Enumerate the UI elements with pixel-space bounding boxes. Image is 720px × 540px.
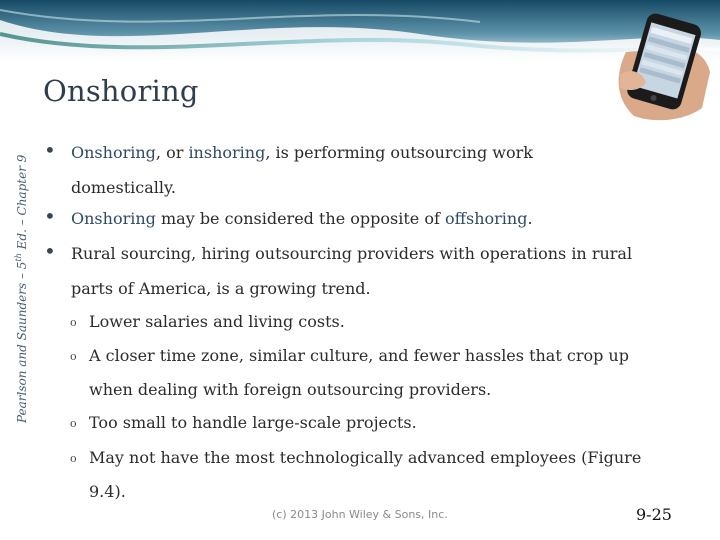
side-label-post: Ed. – Chapter 9	[15, 154, 29, 254]
bullet-text: .	[527, 209, 533, 228]
side-label-pre: Pearlson and Saunders – 5	[15, 261, 29, 423]
sub-bullet-text: when dealing with foreign outsourcing providers.	[89, 380, 492, 399]
bullet-line	[71, 135, 656, 170]
bullet-marker: •	[44, 239, 56, 263]
side-label-sup: th	[14, 253, 23, 262]
sub-bullet-marker: o	[70, 350, 77, 363]
bullet-text: , is performing outsourcing work	[265, 143, 533, 162]
bullet-text: may be considered the opposite of	[155, 209, 445, 228]
slide-title: Onshoring	[43, 74, 199, 108]
key-term: Onshoring	[71, 143, 156, 162]
bullet-line	[71, 236, 656, 271]
phone-in-hand-image	[606, 12, 716, 124]
bullet-marker: •	[44, 204, 56, 228]
key-term: Onshoring	[71, 209, 156, 228]
sub-bullet-text: Too small to handle large-scale projects.	[89, 413, 417, 432]
side-label	[14, 155, 29, 423]
bullet-text: parts of America, is a growing trend.	[71, 279, 371, 298]
page-number: 9-25	[636, 505, 672, 524]
sub-bullet-text: May not have the most technologically advanced employees (Figure	[89, 448, 642, 467]
sub-bullet-text: 9.4).	[89, 482, 126, 501]
key-term: offshoring	[444, 209, 528, 228]
key-term: inshoring	[188, 143, 266, 162]
sub-bullet-text: A closer time zone, similar culture, and fewer hassles that crop up	[89, 346, 629, 365]
bullet-text: , or	[155, 143, 189, 162]
copyright-footer: (c) 2013 John Wiley & Sons, Inc.	[272, 508, 448, 521]
sub-bullet-marker: o	[70, 417, 77, 430]
bullet-line	[71, 170, 656, 205]
bullet-marker: •	[44, 138, 56, 162]
bullet-text: domestically.	[71, 178, 177, 197]
sub-bullet-marker: o	[70, 316, 77, 329]
sub-bullet-text: Lower salaries and living costs.	[89, 312, 345, 331]
sub-bullet-marker: o	[70, 452, 77, 465]
bullet-line	[71, 271, 656, 306]
bullet-text: Rural sourcing, hiring outsourcing providers with operations in rural	[71, 244, 633, 263]
bullet-line	[71, 201, 656, 236]
